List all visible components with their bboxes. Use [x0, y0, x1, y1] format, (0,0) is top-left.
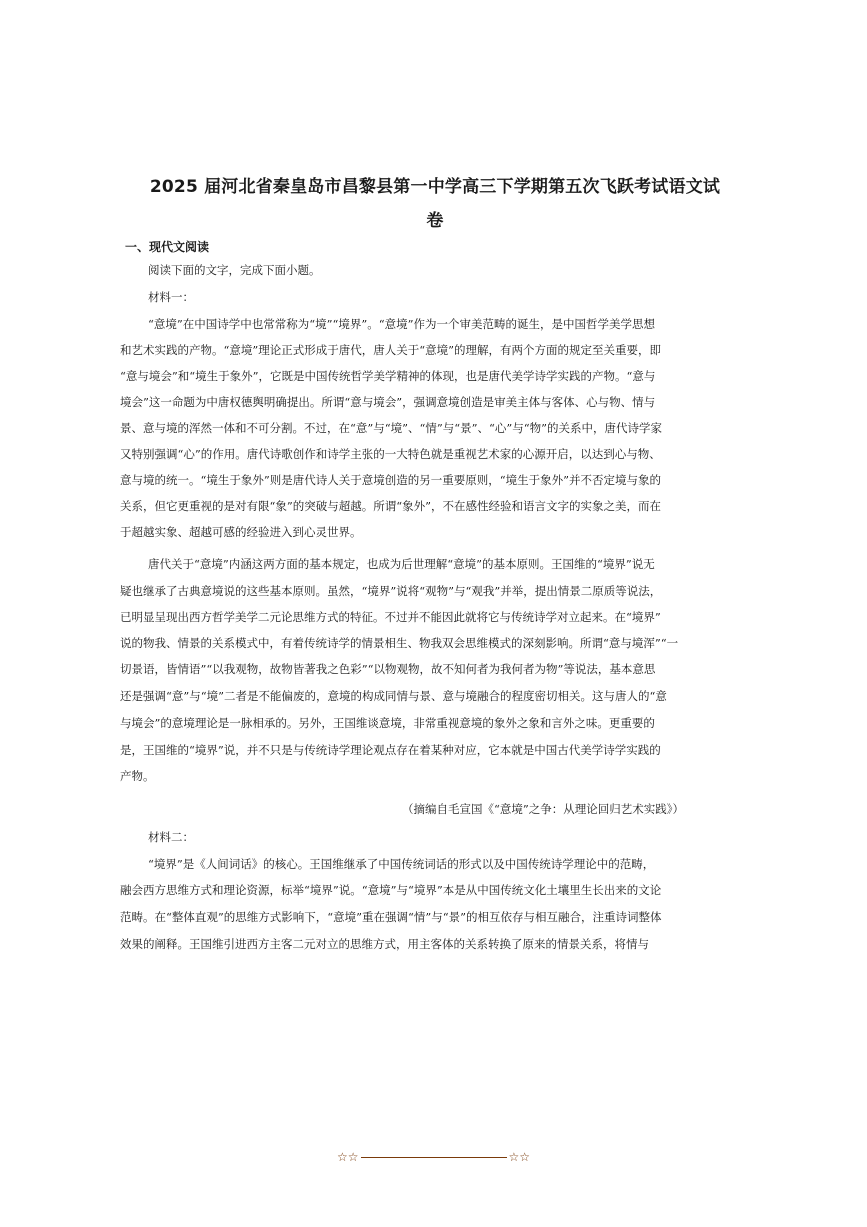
- page-footer-ornament: [0, 1150, 867, 1164]
- instruction-text: 阅读下面的文字，完成下面小题。: [148, 263, 321, 277]
- paragraph-line: 境会”这一命题为中唐权德舆明确提出。所谓“意与境会”，强调意境创造是审美主体与客体、心与物、情与: [120, 395, 656, 409]
- paragraph-line: 效果的阐释。王国维引进西方主客二元对立的思维方式，用主客体的关系转换了原来的情景关系，将情与: [120, 937, 649, 951]
- paragraph-line: “境界”是《人间词话》的核心。王国维继承了中国传统词话的形式以及中国传统诗学理论中的范畴，: [148, 857, 655, 871]
- document-title-line-1: 2025 届河北省秦皇岛市昌黎县第一中学高三下学期第五次飞跃考试语文试: [149, 177, 721, 197]
- paragraph-line: 已明显呈现出西方哲学美学二元论思维方式的特征。不过并不能因此就将它与传统诗学对立起来。在“境界”: [120, 610, 661, 624]
- paragraph-line: 于超越实象、超越可感的经验进入到心灵世界。: [120, 525, 362, 539]
- paragraph-line: 说的物我、情景的关系模式中，有着传统诗学的情景相生、物我双会思维模式的深刻影响。所谓“意与境浑”“一: [120, 636, 679, 650]
- paragraph-line: 和艺术实践的产物。“意境”理论正式形成于唐代，唐人关于“意境”的理解，有两个方面的规定至关重要，即: [120, 343, 662, 357]
- paragraph-line: 还是强调“意”与“境”二者是不能偏废的，意境的构成同情与景、意与境融合的程度密切相关。这与唐人的“意: [120, 689, 667, 703]
- paragraph-line: 意与境的统一。“境生于象外”则是唐代诗人关于意境创造的另一重要原则，“境生于象外”并不否定境与象的: [120, 473, 662, 487]
- footer-rule: [361, 1157, 507, 1158]
- paragraph-line: 又特别强调“心”的作用。唐代诗歌创作和诗学主张的一大特色就是重视艺术家的心源开启，以达到心与物、: [120, 447, 661, 461]
- paragraph-line: 疑也继承了古典意境说的这些基本原则。虽然，“境界”说将“观物”与“观我”并举，提出情景二原质等说法，: [120, 584, 662, 598]
- paragraph-line: 范畴。在“整体直观”的思维方式影响下，“意境”重在强调“情”与“景”的相互依存与相互融合，注重诗词整体: [120, 910, 662, 924]
- paragraph-line: 产物。: [120, 769, 155, 783]
- paragraph-line: 景、意与境的浑然一体和不可分割。不过，在“意”与“境”、“情”与“景”、“心”与“物”的关系中，唐代诗学家: [120, 421, 663, 435]
- paragraph-line: 是，王国维的“境界”说，并不只是与传统诗学理论观点存在着某种对应，它本就是中国古代美学诗学实践的: [120, 743, 661, 757]
- paragraph-line: 切景语，皆情语”“以我观物，故物皆著我之色彩”“以物观物，故不知何者为我何者为物”等说法，基本意思: [120, 662, 656, 676]
- paragraph-line: 融会西方思维方式和理论资源，标举“境界”说。“意境”与“境界”本是从中国传统文化土壤里生长出来的文论: [120, 883, 662, 897]
- material-2-label: 材料二：: [148, 830, 194, 844]
- footer-stars-right: ☆☆: [508, 1150, 531, 1164]
- footer-stars-left: ☆☆: [336, 1150, 359, 1164]
- section-heading: 一、现代文阅读: [125, 240, 210, 254]
- document-title-line-2: 卷: [426, 211, 444, 231]
- paragraph-line: “意与境会”和“境生于象外”，它既是中国传统哲学美学精神的体现，也是唐代美学诗学实践的产物。“意与: [120, 369, 656, 383]
- paragraph-line: 与境会”的意境理论是一脉相承的。另外，王国维谈意境，非常重视意境的象外之象和言外之味。更重要的: [120, 716, 655, 730]
- material-1-source: （摘编自毛宣国《“意境”之争：从理论回归艺术实践》）: [401, 802, 684, 816]
- paragraph-line: 关系，但它更重视的是对有限“象”的突破与超越。所谓“象外”，不在感性经验和语言文字的实象之美，而在: [120, 499, 662, 513]
- paragraph-line: 唐代关于“意境”内涵这两方面的基本规定，也成为后世理解“意境”的基本原则。王国维的“境界”说无: [148, 557, 655, 571]
- paragraph-line: “意境”在中国诗学中也常常称为“境”“境界”。“意境”作为一个审美范畴的诞生，是中国哲学美学思想: [148, 317, 656, 331]
- material-1-label: 材料一：: [148, 290, 194, 304]
